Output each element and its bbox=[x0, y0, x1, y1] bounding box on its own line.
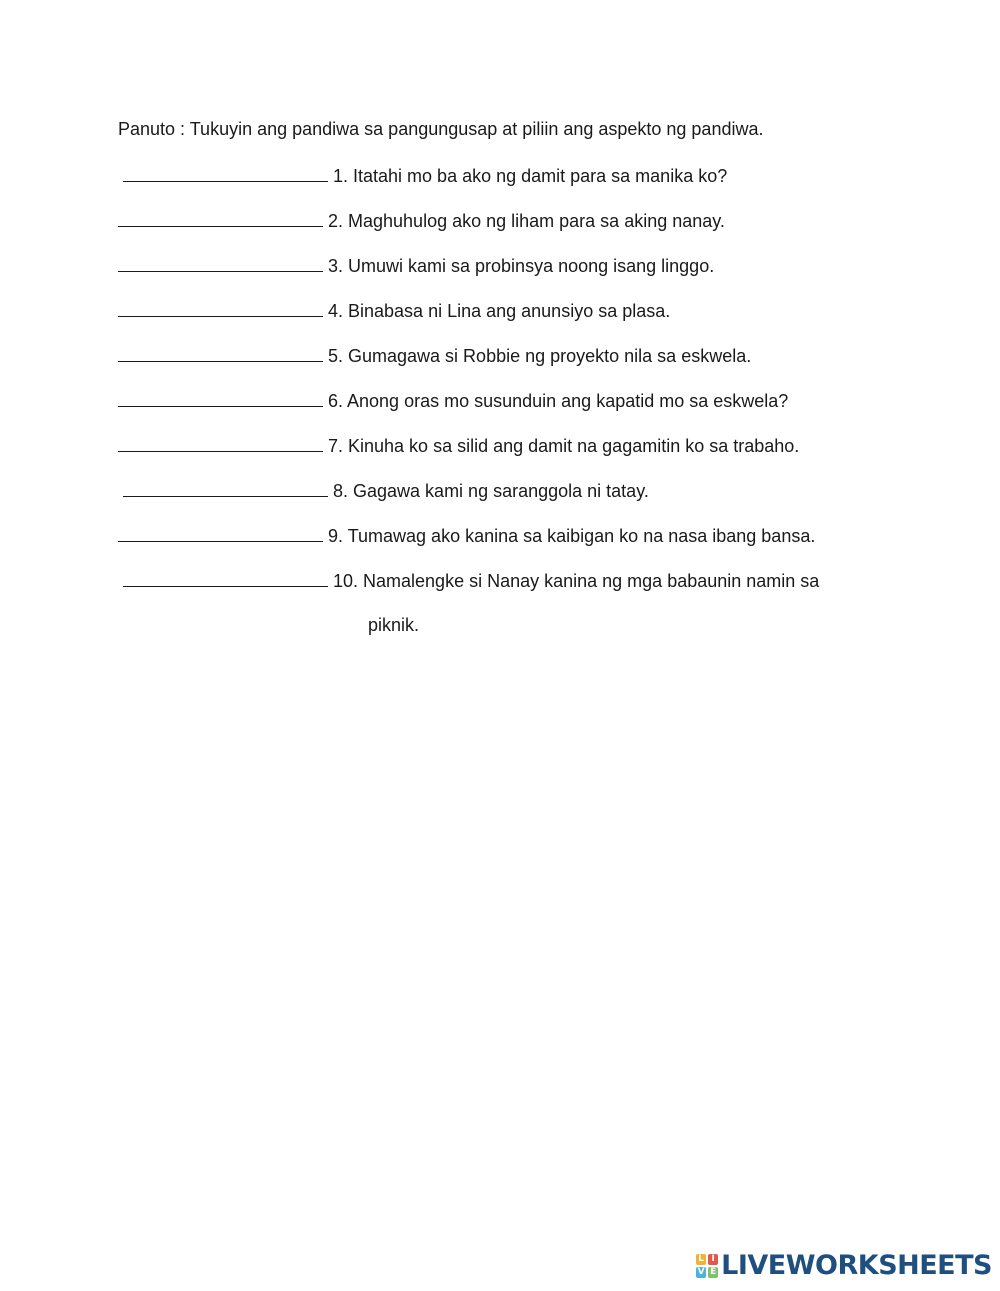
list-item bbox=[118, 524, 815, 547]
logo-tile: I bbox=[708, 1254, 718, 1265]
liveworksheets-logo bbox=[695, 1250, 992, 1281]
list-item bbox=[118, 434, 799, 457]
item-text: 5. Gumagawa si Robbie ng proyekto nila sa eskwela. bbox=[328, 346, 752, 366]
list-item bbox=[118, 344, 751, 367]
list-item bbox=[123, 479, 649, 502]
item-text: 2. Maghuhulog ako ng liham para sa aking nanay. bbox=[328, 211, 725, 231]
answer-blank[interactable] bbox=[118, 299, 323, 317]
logo-tile: E bbox=[710, 1267, 717, 1277]
item-text: 4. Binabasa ni Lina ang anunsiyo sa plasa. bbox=[328, 301, 671, 321]
answer-blank[interactable] bbox=[118, 434, 323, 452]
answer-blank[interactable] bbox=[118, 524, 323, 542]
item-text: 7. Kinuha ko sa silid ang damit na gagamitin ko sa trabaho. bbox=[328, 436, 800, 456]
list-item bbox=[118, 299, 670, 322]
item-text: 6. Anong oras mo susunduin ang kapatid mo sa eskwela? bbox=[328, 391, 789, 411]
answer-blank[interactable] bbox=[123, 479, 328, 497]
logo-text: LIVEWORKSHEETS bbox=[721, 1250, 992, 1281]
item-text: 1. Itatahi mo ba ako ng damit para sa manika ko? bbox=[333, 166, 728, 186]
answer-blank[interactable] bbox=[118, 344, 323, 362]
list-item bbox=[118, 209, 725, 232]
answer-blank[interactable] bbox=[123, 569, 328, 587]
list-item bbox=[118, 389, 788, 412]
answer-blank[interactable] bbox=[118, 389, 323, 407]
item-text: 10. Namalengke si Nanay kanina ng mga babaunin namin sa bbox=[333, 571, 820, 591]
list-item bbox=[118, 254, 714, 277]
answer-blank[interactable] bbox=[123, 164, 328, 182]
answer-blank[interactable] bbox=[118, 209, 323, 227]
instructions: Panuto : Tukuyin ang pandiwa sa pangungusap at piliin ang aspekto ng pandiwa. bbox=[118, 119, 764, 139]
logo-icon bbox=[695, 1253, 719, 1279]
answer-blank[interactable] bbox=[118, 254, 323, 272]
item-text: 8. Gagawa kami ng saranggola ni tatay. bbox=[333, 481, 649, 501]
logo-tile: V bbox=[697, 1267, 705, 1277]
item-text: 9. Tumawag ako kanina sa kaibigan ko na nasa ibang bansa. bbox=[328, 526, 816, 546]
list-item bbox=[123, 569, 819, 592]
logo-tile: L bbox=[696, 1254, 706, 1265]
list-item bbox=[123, 164, 727, 187]
item-text: 3. Umuwi kami sa probinsya noong isang linggo. bbox=[328, 256, 715, 276]
item-continuation: piknik. bbox=[368, 615, 420, 635]
